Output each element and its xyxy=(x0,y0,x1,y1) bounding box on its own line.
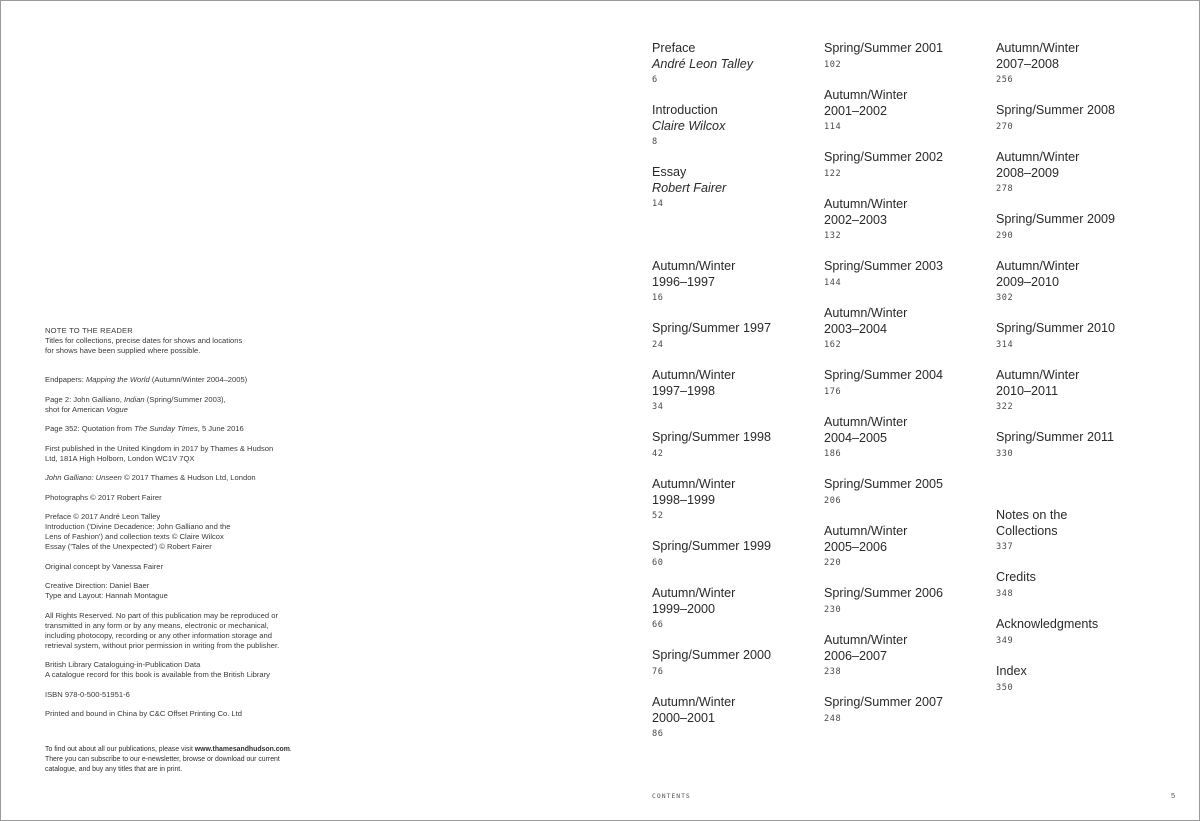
entry-page-number: 330 xyxy=(996,448,1014,459)
entry-title: Autumn/Winter xyxy=(652,477,736,491)
web-prefix: To find out about all our publications, please visit xyxy=(45,746,195,753)
entry-title: Essay xyxy=(652,165,687,179)
endpapers-title: Mapping the World xyxy=(85,375,150,384)
entry-page-number: 86 xyxy=(652,729,664,740)
contents-entry xyxy=(824,259,994,288)
entry-title: Spring/Summer 2006 xyxy=(824,586,944,600)
entry-title: Spring/Summer 2002 xyxy=(824,150,944,164)
entry-page-number: 314 xyxy=(996,339,1014,350)
entry-page-number: 248 xyxy=(824,713,842,724)
web-suffix: . xyxy=(289,746,292,753)
entry-title: Autumn/Winter xyxy=(652,586,736,600)
entry-title: Autumn/Winter xyxy=(996,368,1080,382)
book-copyright-text: © 2017 Thames & Hudson Ltd, London xyxy=(121,473,256,482)
note-line: for shows have been supplied where possible. xyxy=(45,346,201,355)
endpapers-prefix: Endpapers: xyxy=(45,375,86,384)
entry-title-line2: 2009–2010 xyxy=(996,274,1060,289)
page2-magazine: Vogue xyxy=(106,404,128,414)
entry-page-number: 14 xyxy=(652,199,664,210)
entry-page-number: 8 xyxy=(652,137,658,148)
entry-title: Spring/Summer 1998 xyxy=(652,430,772,444)
contents-entry xyxy=(996,430,1166,459)
layout-line: Type and Layout: Hannah Montague xyxy=(45,591,168,600)
publisher-url: www.thamesandhudson.com xyxy=(194,746,290,753)
contents-entry xyxy=(824,586,994,615)
direction-credit xyxy=(45,581,305,601)
entry-title-line2: 1996–1997 xyxy=(652,274,716,289)
printer-line: Printed and bound in China by C&C Offset Printing Co. Ltd xyxy=(45,709,242,718)
contents-entry xyxy=(652,165,822,209)
entry-title: Spring/Summer 2001 xyxy=(824,41,944,55)
entry-page-number: 76 xyxy=(652,666,664,677)
entry-title: Spring/Summer 2000 xyxy=(652,648,772,662)
entry-page-number: 322 xyxy=(996,402,1014,413)
running-footer: CONTENTS xyxy=(652,792,691,800)
entry-title: Spring/Summer 2011 xyxy=(996,430,1115,444)
entry-page-number: 60 xyxy=(652,557,664,568)
entry-page-number: 230 xyxy=(824,604,842,615)
endpapers-credit xyxy=(45,375,305,385)
entry-page-number: 290 xyxy=(996,230,1014,241)
entry-title-line2: 2000–2001 xyxy=(652,710,716,725)
entry-page-number: 349 xyxy=(996,635,1014,646)
entry-title: Spring/Summer 2007 xyxy=(824,695,944,709)
page2-line2-prefix: shot for American xyxy=(45,404,107,414)
contents-entry xyxy=(652,368,822,412)
entry-page-number: 238 xyxy=(824,667,842,678)
rights-line: All Rights Reserved. No part of this publication may be reproduced or xyxy=(45,610,278,620)
contents-entry xyxy=(824,41,994,70)
cataloguing-line: British Library Cataloguing-in-Publication Data xyxy=(45,660,201,669)
page352-source: The Sunday Times xyxy=(134,424,198,433)
entry-title: Autumn/Winter xyxy=(996,41,1080,55)
contents-entry xyxy=(824,695,994,724)
entry-title: Spring/Summer 2008 xyxy=(996,103,1116,117)
entry-author: Claire Wilcox xyxy=(652,118,726,133)
contents-entry xyxy=(652,695,822,739)
entry-page-number: 66 xyxy=(652,620,664,631)
book-copyright xyxy=(45,473,305,483)
entry-title-line2: 2006–2007 xyxy=(824,648,888,663)
isbn xyxy=(45,690,305,700)
first-published xyxy=(45,444,305,464)
contents-entry xyxy=(996,259,1166,303)
entry-title-line2: 2008–2009 xyxy=(996,165,1060,180)
entry-title: Spring/Summer 1997 xyxy=(652,321,772,335)
entry-author: André Leon Talley xyxy=(652,56,754,71)
entry-title: Autumn/Winter xyxy=(824,415,908,429)
texts-line: Introduction ('Divine Decadence: John Galliano and the xyxy=(45,522,231,531)
isbn-line: ISBN 978-0-500-51951-6 xyxy=(45,689,130,699)
entry-title-line2: 2005–2006 xyxy=(824,539,888,554)
entry-title: Autumn/Winter xyxy=(652,259,736,273)
contents-entry xyxy=(996,103,1166,132)
rights-line: retrieval system, without prior permission in writing from the publisher. xyxy=(45,640,280,650)
contents-entry xyxy=(824,306,994,350)
contents-entry xyxy=(996,617,1166,646)
note-to-reader xyxy=(45,326,305,356)
entry-title: Autumn/Winter xyxy=(996,259,1080,273)
note-title: NOTE TO THE READER xyxy=(45,326,133,335)
publisher-web-note xyxy=(45,745,305,776)
entry-page-number: 122 xyxy=(824,168,842,179)
contents-entry xyxy=(652,259,822,303)
page2-title: Indian xyxy=(123,394,145,404)
entry-title: Spring/Summer 2009 xyxy=(996,212,1116,226)
note-line: Titles for collections, precise dates for shows and locations xyxy=(45,336,243,345)
entry-title: Spring/Summer 2003 xyxy=(824,259,944,273)
entry-page-number: 162 xyxy=(824,340,842,351)
cataloguing-data xyxy=(45,660,305,680)
concept-credit xyxy=(45,562,305,572)
web-line: There you can subscribe to our e-newsletter, browse or download our current xyxy=(45,756,280,764)
entry-page-number: 114 xyxy=(824,122,842,133)
contents-entry xyxy=(824,633,994,677)
entry-title: Spring/Summer 1999 xyxy=(652,539,772,553)
entry-title: Autumn/Winter xyxy=(824,197,908,211)
entry-page-number: 350 xyxy=(996,682,1014,693)
entry-title-line2: 2007–2008 xyxy=(996,56,1060,71)
entry-title: Autumn/Winter xyxy=(652,695,736,709)
web-line: catalogue, and buy any titles that are in print. xyxy=(45,766,183,774)
entry-page-number: 52 xyxy=(652,511,664,522)
contents-entry xyxy=(996,508,1166,552)
contents-entry xyxy=(824,197,994,241)
entry-page-number: 348 xyxy=(996,588,1014,599)
entry-page-number: 302 xyxy=(996,293,1014,304)
page2-suffix: (Spring/Summer 2003), xyxy=(144,394,226,404)
page-number: 5 xyxy=(1171,791,1176,800)
entry-title-line2: Collections xyxy=(996,523,1058,538)
contents-entry xyxy=(824,88,994,132)
contents-entry xyxy=(996,41,1166,85)
first-published-line: First published in the United Kingdom in 2017 by Thames & Hudson xyxy=(45,443,274,453)
entry-page-number: 176 xyxy=(824,386,842,397)
entry-title: Autumn/Winter xyxy=(996,150,1080,164)
entry-title: Spring/Summer 2004 xyxy=(824,368,944,382)
entry-title: Autumn/Winter xyxy=(824,524,908,538)
contents-entry xyxy=(996,570,1166,599)
rights-statement xyxy=(45,611,305,651)
entry-title-line2: 2004–2005 xyxy=(824,430,888,445)
contents-entry xyxy=(652,539,822,568)
entry-page-number: 6 xyxy=(652,75,658,86)
concept-line: Original concept by Vanessa Fairer xyxy=(45,561,164,571)
entry-title-line2: 2010–2011 xyxy=(996,383,1059,398)
contents-entry xyxy=(996,368,1166,412)
texts-line: Lens of Fashion') and collection texts © Claire Wilcox xyxy=(45,532,224,541)
rights-line: transmitted in any form or by any means, electronic or mechanical, xyxy=(45,620,269,630)
photographs-credit xyxy=(45,493,305,503)
entry-title-line2: 2002–2003 xyxy=(824,212,888,227)
entry-page-number: 132 xyxy=(824,231,842,242)
entry-page-number: 144 xyxy=(824,277,842,288)
entry-title-line2: 2003–2004 xyxy=(824,321,888,336)
entry-page-number: 206 xyxy=(824,495,842,506)
entry-page-number: 278 xyxy=(996,184,1014,195)
contents-entry xyxy=(996,321,1166,350)
contents-entry xyxy=(824,524,994,568)
first-published-line: Ltd, 181A High Holborn, London WC1V 7QX xyxy=(45,453,195,463)
entry-title: Spring/Summer 2005 xyxy=(824,477,944,491)
contents-entry xyxy=(996,212,1166,241)
entry-page-number: 337 xyxy=(996,542,1014,553)
entry-page-number: 34 xyxy=(652,402,664,413)
entry-title-line2: 1997–1998 xyxy=(652,383,716,398)
entry-page-number: 256 xyxy=(996,75,1014,86)
endpapers-suffix: (Autumn/Winter 2004–2005) xyxy=(149,375,248,384)
texts-line: Preface © 2017 André Leon Talley xyxy=(45,512,161,521)
entry-title: Notes on the xyxy=(996,508,1068,522)
entry-title: Spring/Summer 2010 xyxy=(996,321,1116,335)
contents-entry xyxy=(824,415,994,459)
entry-title-line2: 1998–1999 xyxy=(652,492,716,507)
entry-page-number: 270 xyxy=(996,121,1014,132)
entry-page-number: 220 xyxy=(824,558,842,569)
entry-title: Autumn/Winter xyxy=(824,306,908,320)
entry-title: Autumn/Winter xyxy=(824,633,908,647)
entry-title: Autumn/Winter xyxy=(824,88,908,102)
cataloguing-line: A catalogue record for this book is available from the British Library xyxy=(45,670,270,679)
page2-prefix: Page 2: John Galliano, xyxy=(45,394,124,404)
page2-credit xyxy=(45,395,305,415)
contents-entry xyxy=(652,477,822,521)
contents-entry xyxy=(652,586,822,630)
entry-title: Introduction xyxy=(652,103,718,117)
contents-entry xyxy=(652,41,822,85)
contents-entry xyxy=(824,368,994,397)
entry-title: Acknowledgments xyxy=(996,617,1099,631)
page352-credit xyxy=(45,424,305,434)
contents-entry xyxy=(652,103,822,147)
contents-entry xyxy=(824,477,994,506)
contents-entry xyxy=(652,321,822,350)
entry-page-number: 24 xyxy=(652,339,664,350)
entry-author: Robert Fairer xyxy=(652,180,727,195)
texts-credit xyxy=(45,512,305,552)
entry-page-number: 16 xyxy=(652,293,664,304)
contents-entry xyxy=(824,150,994,179)
book-title: John Galliano: Unseen xyxy=(45,473,122,482)
page352-prefix: Page 352: Quotation from xyxy=(45,424,135,433)
entry-title: Autumn/Winter xyxy=(652,368,736,382)
contents-entry xyxy=(652,648,822,677)
texts-line: Essay ('Tales of the Unexpected') © Robert Fairer xyxy=(45,542,212,551)
entry-title: Credits xyxy=(996,570,1036,584)
entry-page-number: 186 xyxy=(824,449,842,460)
contents-entry xyxy=(996,664,1166,693)
entry-page-number: 42 xyxy=(652,448,664,459)
page352-suffix: , 5 June 2016 xyxy=(197,424,244,433)
entry-page-number: 102 xyxy=(824,59,842,70)
contents-entry xyxy=(996,150,1166,194)
contents-entry xyxy=(652,430,822,459)
photographs-line: Photographs © 2017 Robert Fairer xyxy=(45,492,162,502)
entry-title: Index xyxy=(996,664,1027,678)
entry-title-line2: 1999–2000 xyxy=(652,601,716,616)
rights-line: including photocopy, recording or any other information storage and xyxy=(45,630,272,640)
imprint-block xyxy=(45,326,305,729)
direction-line: Creative Direction: Daniel Baer xyxy=(45,581,150,590)
printer-credit xyxy=(45,709,305,719)
entry-title-line2: 2001–2002 xyxy=(824,103,888,118)
entry-title: Preface xyxy=(652,41,696,55)
